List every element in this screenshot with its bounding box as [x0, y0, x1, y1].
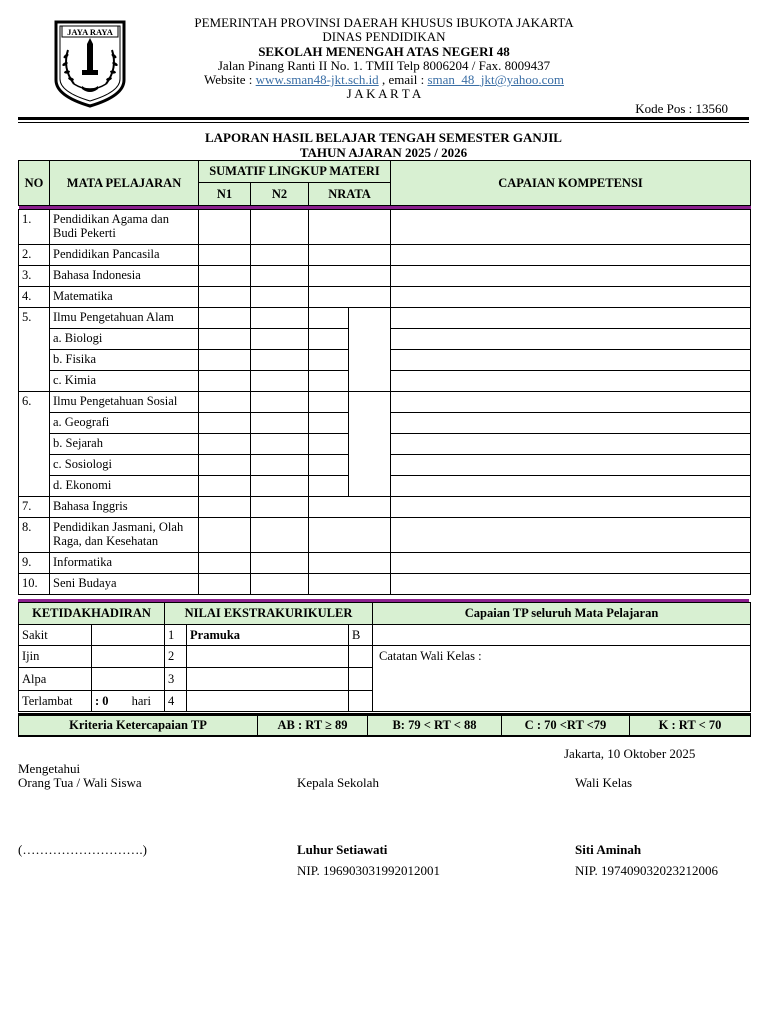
extra-name [187, 691, 349, 712]
n2-cell [251, 392, 309, 413]
col-header-n1: N1 [199, 183, 251, 206]
capaian-cell [391, 497, 751, 518]
capaian-cell [391, 287, 751, 308]
extra-grade [349, 668, 373, 691]
n2-cell [251, 518, 309, 553]
capaian-cell [391, 434, 751, 455]
n2-cell [251, 434, 309, 455]
capaian-cell [391, 518, 751, 553]
header-rule-thin [18, 122, 749, 123]
row-subject: b. Sejarah [50, 434, 199, 455]
email-label: , email : [378, 72, 428, 88]
capaian-cell [391, 245, 751, 266]
row-subject: b. Fisika [50, 350, 199, 371]
principal-label: Kepala Sekolah [297, 775, 379, 790]
row-no: 9. [19, 553, 50, 574]
n2-cell [251, 266, 309, 287]
report-title-line1: LAPORAN HASIL BELAJAR TENGAH SEMESTER GANJIL [205, 130, 562, 145]
table-row [19, 518, 751, 553]
table-row [19, 392, 751, 413]
parent-signature-blank: (……………………….) [18, 842, 147, 857]
n1-cell [199, 413, 251, 434]
nrata-cell [309, 434, 349, 455]
row-subject: Pendidikan Agama dan Budi Pekerti [50, 210, 199, 245]
n1-cell [199, 574, 251, 595]
row-no: 1. [19, 210, 50, 245]
n2-cell [251, 287, 309, 308]
n1-cell [199, 350, 251, 371]
capaian-cell [391, 329, 751, 350]
attendance-value [92, 646, 165, 668]
capaian-tp-cell [373, 625, 751, 646]
col-header-capaian: CAPAIAN KOMPETENSI [391, 161, 751, 206]
report-title [18, 131, 749, 160]
grades-table [18, 160, 751, 595]
n1-cell [199, 497, 251, 518]
attendance-label: Ijin [19, 646, 92, 668]
row-subject: Ilmu Pengetahuan Alam [50, 308, 199, 329]
criteria-k: K : RT < 70 [630, 715, 751, 736]
table-row [19, 625, 751, 646]
row-subject: Matematika [50, 287, 199, 308]
col-header-sumatif: SUMATIF LINGKUP MATERI [199, 161, 391, 183]
place-date: Jakarta, 10 Oktober 2025 [564, 746, 696, 761]
table-row [19, 287, 751, 308]
extracurricular-header: NILAI EKSTRAKURIKULER [165, 603, 373, 625]
attendance-value [92, 668, 165, 691]
n2-cell [251, 476, 309, 497]
school-name: SEKOLAH MENENGAH ATAS NEGERI 48 [258, 43, 510, 59]
nrata-cell [309, 392, 349, 413]
row-subject: Informatika [50, 553, 199, 574]
n1-cell [199, 553, 251, 574]
nrata-cell [309, 371, 349, 392]
attendance-value [92, 625, 165, 646]
nrata-cell [309, 329, 349, 350]
header-rule-thick [18, 117, 749, 120]
row-subject: Bahasa Inggris [50, 497, 199, 518]
n1-cell [199, 476, 251, 497]
capaian-cell [391, 455, 751, 476]
nrata-cell [309, 266, 391, 287]
attendance-label: Alpa [19, 668, 92, 691]
late-unit: hari [131, 693, 152, 708]
capaian-cell [391, 553, 751, 574]
row-subject: d. Ekonomi [50, 476, 199, 497]
table-row [19, 553, 751, 574]
table-row [19, 266, 751, 287]
attendance-label: Terlambat [19, 691, 92, 712]
row-subject: Ilmu Pengetahuan Sosial [50, 392, 199, 413]
capaian-cell [391, 574, 751, 595]
logo-text: JAYA RAYA [67, 27, 113, 37]
jaya-raya-emblem-icon [52, 20, 128, 108]
n2-cell [251, 371, 309, 392]
mengetahui-label: Mengetahui [18, 761, 81, 776]
n2-cell [251, 329, 309, 350]
capaian-cell [391, 210, 751, 245]
nrata-group-cell [349, 392, 391, 497]
criteria-ab: AB : RT ≥ 89 [258, 715, 368, 736]
row-subject: Seni Budaya [50, 574, 199, 595]
n2-cell [251, 308, 309, 329]
principal-name: Luhur Setiawati [297, 842, 388, 857]
n2-cell [251, 497, 309, 518]
table-row [19, 646, 751, 668]
postal-code: Kode Pos : 13560 [635, 101, 728, 116]
nrata-cell [309, 518, 391, 553]
row-subject: a. Biologi [50, 329, 199, 350]
gov-name: PEMERINTAH PROVINSI DAERAH KHUSUS IBUKOTA JAKARTA [194, 15, 574, 30]
criteria-c: C : 70 <RT <79 [502, 715, 630, 736]
n1-cell [199, 518, 251, 553]
nrata-cell [309, 308, 349, 329]
report-title-line2: TAHUN AJARAN 2025 / 2026 [299, 144, 468, 160]
row-no: 10. [19, 574, 50, 595]
attendance-header: KETIDAKHADIRAN [19, 603, 165, 625]
table-row [19, 210, 751, 245]
nrata-cell [309, 413, 349, 434]
n1-cell [199, 266, 251, 287]
table-row [19, 574, 751, 595]
nrata-cell [309, 476, 349, 497]
row-no: 2. [19, 245, 50, 266]
n2-cell [251, 210, 309, 245]
row-subject: c. Kimia [50, 371, 199, 392]
n1-cell [199, 371, 251, 392]
table-row [19, 245, 751, 266]
row-no: 3. [19, 266, 50, 287]
dept-name: DINAS PENDIDIKAN [322, 29, 446, 45]
email-link[interactable]: sman_48_jkt@yahoo.com [427, 72, 564, 88]
extra-no: 1 [165, 625, 187, 646]
extra-grade: B [349, 625, 373, 646]
extra-no: 2 [165, 646, 187, 668]
contact-line [160, 73, 608, 87]
capaian-cell [391, 350, 751, 371]
n2-cell [251, 245, 309, 266]
row-subject: Pendidikan Jasmani, Olah Raga, dan Kesehatan [50, 518, 199, 553]
row-no: 7. [19, 497, 50, 518]
city: J A K A R T A [346, 86, 422, 102]
n1-cell [199, 245, 251, 266]
row-no: 5. [19, 308, 50, 392]
nrata-cell [309, 245, 391, 266]
letterhead [160, 16, 608, 102]
school-address: Jalan Pinang Ranti II No. 1. TMII Telp 8006204 / Fax. 8009437 [217, 57, 551, 73]
n1-cell [199, 308, 251, 329]
extra-grade [349, 691, 373, 712]
homeroom-name: Siti Aminah [575, 842, 642, 857]
row-subject: a. Geografi [50, 413, 199, 434]
website-link[interactable]: www.sman48-jkt.sch.id [255, 72, 379, 88]
col-header-n2: N2 [251, 183, 309, 206]
extra-grade [349, 646, 373, 668]
capaian-cell [391, 371, 751, 392]
late-count: : 0 [95, 693, 109, 708]
col-header-no: NO [19, 161, 50, 206]
n2-cell [251, 553, 309, 574]
n1-cell [199, 455, 251, 476]
n2-cell [251, 350, 309, 371]
nrata-cell [309, 497, 391, 518]
row-no: 6. [19, 392, 50, 497]
col-header-subject: MATA PELAJARAN [50, 161, 199, 206]
parent-label: Orang Tua / Wali Siswa [18, 775, 142, 790]
n2-cell [251, 455, 309, 476]
nrata-group-cell [349, 308, 391, 392]
nrata-cell [309, 553, 391, 574]
n2-cell [251, 413, 309, 434]
n1-cell [199, 287, 251, 308]
attendance-extracurricular-table [18, 602, 751, 712]
table-row [19, 308, 751, 329]
homeroom-nip: NIP. 197409032023212006 [575, 863, 719, 878]
capaian-cell [391, 392, 751, 413]
extra-no: 3 [165, 668, 187, 691]
nrata-cell [309, 574, 391, 595]
capaian-tp-header: Capaian TP seluruh Mata Pelajaran [373, 603, 751, 625]
n2-cell [251, 574, 309, 595]
col-header-nrata: NRATA [309, 183, 391, 206]
extra-no: 4 [165, 691, 187, 712]
principal-nip: NIP. 196903031992012001 [297, 863, 441, 878]
attendance-value [92, 691, 165, 712]
capaian-cell [391, 476, 751, 497]
homeroom-label: Wali Kelas [575, 775, 633, 790]
criteria-b: B: 79 < RT < 88 [368, 715, 502, 736]
capaian-cell [391, 308, 751, 329]
website-label: Website : [204, 72, 256, 88]
capaian-cell [391, 266, 751, 287]
criteria-table [18, 713, 751, 737]
nrata-cell [309, 455, 349, 476]
row-subject: Pendidikan Pancasila [50, 245, 199, 266]
extra-name: Pramuka [187, 625, 349, 646]
n1-cell [199, 434, 251, 455]
attendance-label: Sakit [19, 625, 92, 646]
row-no: 8. [19, 518, 50, 553]
table-row [19, 497, 751, 518]
row-no: 4. [19, 287, 50, 308]
n1-cell [199, 392, 251, 413]
nrata-cell [309, 287, 391, 308]
extra-name [187, 646, 349, 668]
capaian-cell [391, 413, 751, 434]
nrata-cell [309, 350, 349, 371]
row-subject: Bahasa Indonesia [50, 266, 199, 287]
criteria-label: Kriteria Ketercapaian TP [19, 715, 258, 736]
nrata-cell [309, 210, 391, 245]
catatan-wali-kelas: Catatan Wali Kelas : [373, 646, 751, 712]
row-subject: c. Sosiologi [50, 455, 199, 476]
extra-name [187, 668, 349, 691]
n1-cell [199, 210, 251, 245]
n1-cell [199, 329, 251, 350]
